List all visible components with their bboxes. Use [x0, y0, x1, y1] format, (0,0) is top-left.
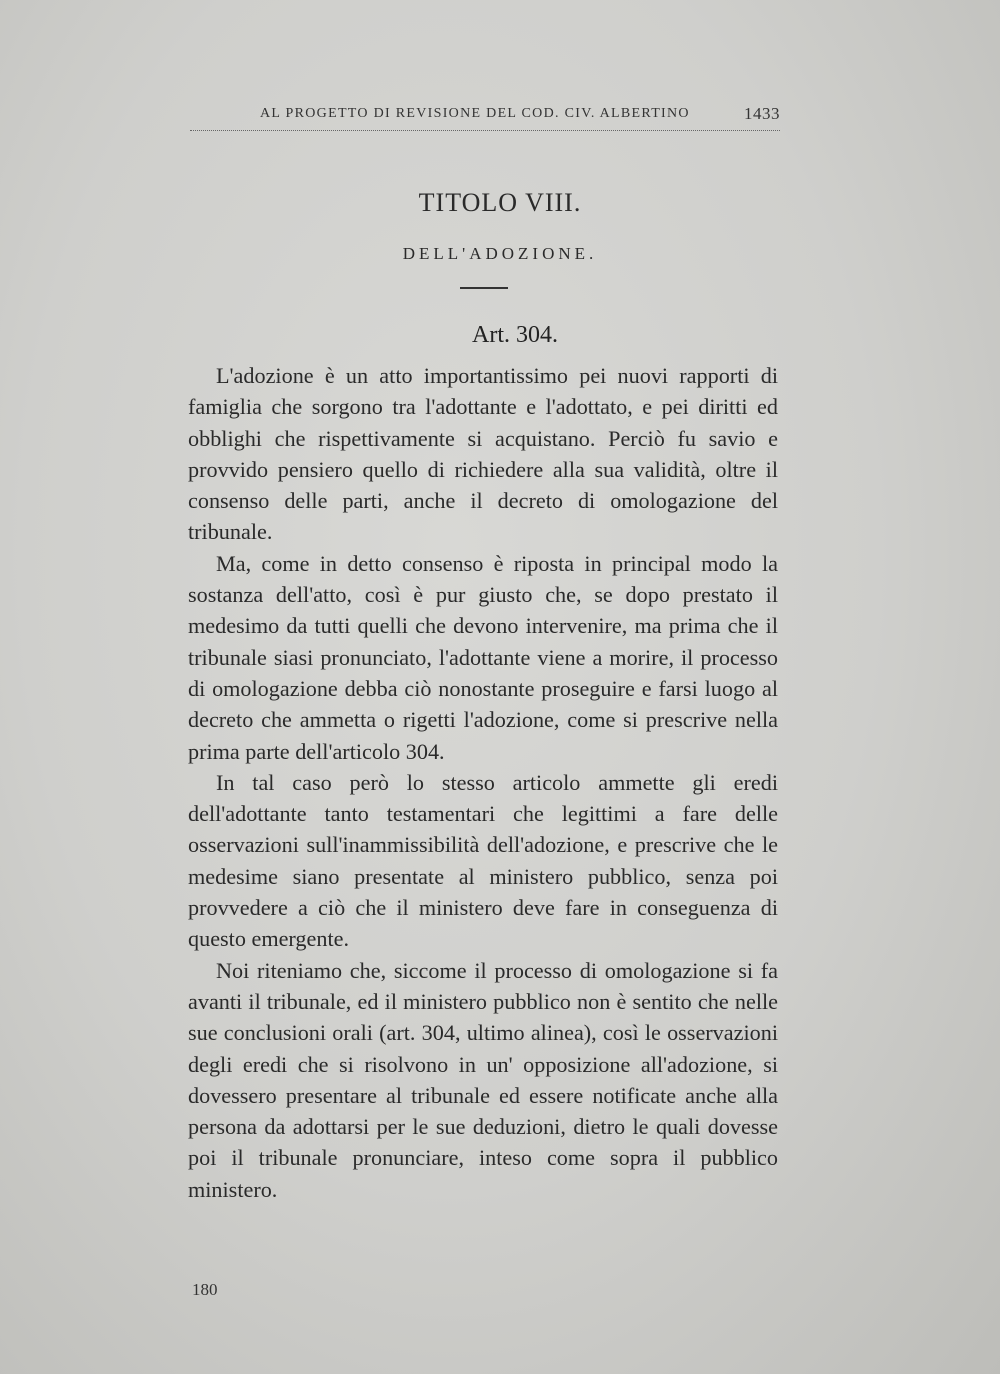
title-rule — [460, 287, 508, 289]
article-body — [188, 360, 778, 1205]
paragraph: In tal caso però lo stesso articolo ammette gli eredi dell'adottante tanto testamentari che legittimi a fare delle osservazioni sull'inammissibilità dell'adozione, e prescrive che le medesime siano presentate al ministero pubblico, senza poi provvedere a ciò che il ministero deve fare in conseguenza di questo emergente. — [188, 769, 778, 952]
section-subtitle: DELL'ADOZIONE. — [402, 244, 598, 263]
running-head-title: AL PROGETTO DI REVISIONE DEL COD. CIV. ALBERTINO — [260, 106, 690, 121]
paragraph: L'adozione è un atto importantissimo pei nuovi rapporti di famiglia che sorgono tra l'adottante e l'adottato, e pei diritti ed obblighi che rispettivamente si acquistano. Perciò fu savio e provvido pensiero quello di richiedere alla sua validità, oltre il consenso delle parti, anche il decreto di omologazione del tribunale. — [188, 363, 778, 545]
page-number: 1433 — [744, 104, 780, 123]
running-head — [190, 104, 780, 131]
paragraph: Noi riteniamo che, siccome il processo di omologazione si fa avanti il tribunale, ed il ministero pubblico non è sentito che nelle sue conclusioni orali (art. 304, ultimo alinea), così le osservazioni degli eredi che si risolvono in un' opposizione all'adozione, si dovessero presentare al tribunale ed essere notificate anche alla persona da adottarsi per le sue deduzioni, dietro le quali dovesse poi il tribunale pronunciare, inteso come sopra il pubblico ministero. — [188, 957, 778, 1202]
article-heading: Art. 304. — [472, 322, 558, 348]
paragraph: Ma, come in detto consenso è riposta in principal modo la sostanza dell'atto, così è pur giusto che, se dopo prestato il medesimo da tutti quelli che devono intervenire, ma prima che il tribunale siasi pronunciato, l'adottante viene a morire, il processo di omologazione debba ciò nonostante proseguire e farsi luogo al decreto che ammetta o rigetti l'adozione, come si prescrive nella prima parte dell'articolo 304. — [188, 550, 778, 764]
printer-signature: 180 — [192, 1280, 218, 1299]
section-title: TITOLO VIII. — [418, 188, 582, 217]
